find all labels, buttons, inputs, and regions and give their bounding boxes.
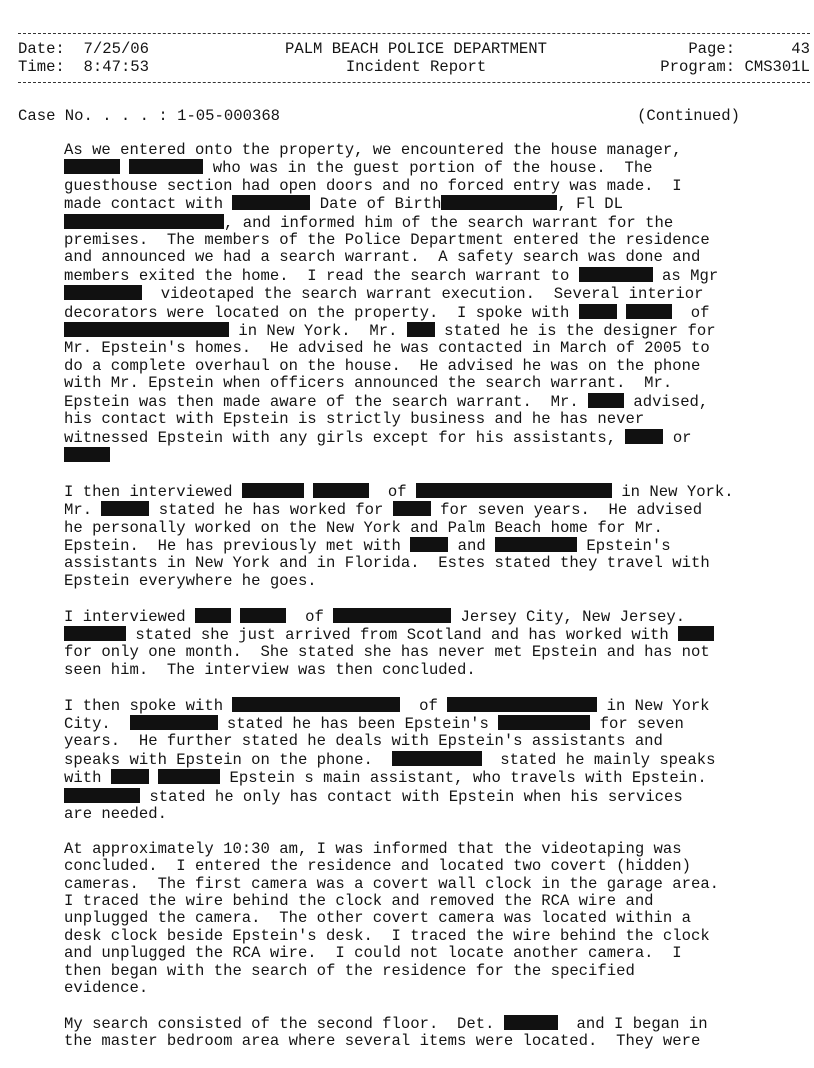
- narrative-text: for only one month. She stated she has never met Epstein and has not: [64, 643, 710, 662]
- redaction-box: [579, 267, 653, 282]
- narrative-text: of: [286, 607, 334, 626]
- narrative-text: desk clock beside Epstein's desk. I traced the wire behind the clock: [64, 926, 710, 945]
- narrative-text: stated she just arrived from Scotland and has worked with: [126, 625, 679, 644]
- narrative-text: stated he is the designer for: [434, 322, 716, 341]
- narrative-text: who was in the guest portion of the house. The: [203, 159, 653, 178]
- narrative-text: do a complete overhaul on the house. He advised he was on the phone: [64, 356, 701, 375]
- narrative-text: guesthouse section had open doors and no forced entry was made. I: [64, 176, 682, 195]
- narrative-text: Mr. Epstein's homes. He advised he was contacted in March of 2005 to: [64, 339, 710, 358]
- narrative-text: in New York. Mr.: [229, 322, 407, 341]
- narrative-text: [617, 304, 626, 322]
- narrative-text: stated he only has contact with Epstein when his services: [140, 787, 683, 806]
- narrative-text: Epstein s main assistant, who travels with Epstein.: [220, 769, 707, 788]
- narrative-text: of: [400, 696, 448, 715]
- narrative-text: members exited the home. I read the search warrant to: [64, 266, 579, 285]
- narrative-text: As we entered onto the property, we encountered the house manager,: [64, 141, 682, 159]
- narrative-text: advised,: [624, 392, 709, 411]
- narrative-text: with Mr. Epstein when officers announced the search warrant. Mr.: [64, 374, 673, 393]
- report-header: [18, 40, 810, 80]
- narrative-text: years. He further stated he deals with Epstein's assistants and: [64, 732, 663, 751]
- redaction-box: [625, 429, 663, 444]
- redaction-box: [626, 304, 672, 319]
- redaction-box: [64, 788, 140, 803]
- redaction-box: [441, 195, 557, 210]
- narrative-text: City.: [64, 714, 130, 733]
- narrative-text: assistants in New York and in Florida. Estes stated they travel with: [64, 554, 710, 573]
- redaction-box: [393, 501, 431, 516]
- date-time-block: [18, 40, 149, 76]
- narrative-text: in New York.: [611, 482, 734, 501]
- redaction-box: [232, 195, 310, 210]
- narrative-text: Epstein's: [577, 536, 671, 555]
- report-time: 8:47:53: [83, 58, 150, 76]
- narrative-paragraph: [64, 483, 799, 590]
- narrative-text: and: [448, 536, 496, 555]
- redaction-box: [232, 697, 400, 712]
- narrative-text: Epstein. He has previously met with: [64, 536, 411, 555]
- narrative-text: he personally worked on the New York and Palm Beach home for Mr.: [64, 518, 663, 537]
- time-label: Time:: [18, 58, 65, 76]
- redaction-box: [64, 447, 110, 462]
- report-date: 7/25/06: [83, 40, 150, 58]
- date-label: Date:: [18, 40, 65, 58]
- redaction-box: [130, 715, 218, 730]
- narrative-text: in New York: [597, 696, 710, 715]
- narrative-text: Mr.: [64, 501, 102, 520]
- redaction-box: [313, 483, 369, 498]
- narrative-text: stated he has worked for: [149, 501, 393, 520]
- page-number: 43: [791, 40, 810, 58]
- top-dashed-rule: [18, 33, 810, 34]
- narrative-text: Jersey City, New Jersey.: [451, 607, 686, 626]
- redaction-box: [416, 483, 612, 498]
- continued-status: (Continued): [637, 107, 740, 125]
- redaction-box: [678, 626, 714, 641]
- narrative-text: concluded. I entered the residence and located two covert (hidden): [64, 857, 691, 876]
- report-body: [64, 142, 799, 1068]
- narrative-text: and I began in: [557, 1014, 708, 1033]
- redaction-box: [64, 285, 142, 300]
- narrative-text: with: [64, 769, 111, 788]
- narrative-text: I interviewed: [64, 607, 196, 626]
- narrative-text: At approximately 10:30 am, I was informed that the videotaping was: [64, 839, 682, 858]
- narrative-text: Epstein everywhere he goes.: [64, 571, 317, 590]
- narrative-text: , and informed him of the search warrant for the: [224, 213, 674, 232]
- narrative-text: then began with the search of the residence for the specified: [64, 961, 635, 980]
- narrative-text: the master bedroom area where several items were located. They were: [64, 1032, 701, 1051]
- narrative-text: I then interviewed: [64, 482, 242, 501]
- narrative-text: are needed.: [64, 804, 167, 823]
- narrative-text: [120, 159, 129, 177]
- narrative-paragraph: [64, 608, 799, 680]
- redaction-box: [64, 322, 229, 337]
- redaction-box: [64, 159, 120, 174]
- department-name: PALM BEACH POLICE DEPARTMENT: [284, 40, 548, 58]
- narrative-text: Date of Birth: [310, 195, 442, 214]
- narrative-text: stated he mainly speaks: [481, 750, 716, 769]
- narrative-text: premises. The members of the Police Department entered the residence: [64, 231, 710, 250]
- narrative-text: of: [672, 303, 710, 322]
- narrative-text: or: [663, 428, 692, 447]
- narrative-text: I then spoke with: [64, 696, 233, 715]
- program-code: CMS301L: [744, 58, 810, 76]
- narrative-text: stated he has been Epstein's: [217, 714, 499, 733]
- redaction-box: [158, 769, 220, 784]
- narrative-text: and unplugged the RCA wire. I could not locate another camera. I: [64, 944, 682, 963]
- narrative-text: seen him. The interview was then concluded.: [64, 660, 476, 679]
- redaction-box: [195, 608, 231, 623]
- redaction-box: [333, 608, 451, 623]
- redaction-box: [129, 159, 203, 174]
- narrative-paragraph: [64, 841, 799, 998]
- case-line: [18, 107, 740, 125]
- narrative-text: speaks with Epstein on the phone.: [64, 750, 392, 769]
- case-number: 1-05-000368: [177, 107, 281, 125]
- narrative-text: I traced the wire behind the clock and removed the RCA wire and: [64, 892, 654, 910]
- narrative-text: [149, 769, 158, 787]
- narrative-text: witnessed Epstein with any girls except for his assistants,: [64, 428, 626, 447]
- narrative-paragraph: [64, 1015, 799, 1051]
- department-block: [266, 40, 566, 76]
- narrative-text: of: [369, 482, 416, 501]
- narrative-text: Epstein was then made aware of the search warrant. Mr.: [64, 392, 589, 411]
- narrative-text: [304, 483, 313, 501]
- narrative-text: cameras. The first camera was a covert wall clock in the garage area.: [64, 874, 720, 893]
- page-program-block: [660, 40, 810, 76]
- narrative-text: and announced we had a search warrant. A safety search was done and: [64, 248, 701, 267]
- program-label: Program:: [660, 58, 736, 76]
- redaction-box: [111, 769, 149, 784]
- redaction-box: [498, 715, 590, 730]
- narrative-text: unplugged the camera. The other covert camera was located within a: [64, 909, 691, 928]
- narrative-text: videotaped the search warrant execution. Several interior: [142, 285, 704, 304]
- redaction-box: [410, 537, 448, 552]
- redaction-box: [101, 501, 149, 516]
- narrative-text: for seven years. He advised: [430, 501, 703, 520]
- redaction-box: [588, 393, 624, 408]
- page-label: Page:: [688, 40, 736, 58]
- redaction-box: [392, 751, 482, 766]
- bottom-dashed-rule: [18, 82, 810, 83]
- redaction-box: [64, 214, 224, 229]
- narrative-text: evidence.: [64, 979, 149, 998]
- narrative-text: for seven: [590, 714, 684, 733]
- case-label: Case No. . . . :: [18, 107, 168, 125]
- redaction-box: [240, 608, 286, 623]
- redaction-box: [504, 1015, 558, 1030]
- narrative-paragraph: [64, 697, 799, 824]
- narrative-text: My search consisted of the second floor. Det.: [64, 1014, 504, 1033]
- redaction-box: [64, 626, 126, 641]
- redaction-box: [407, 322, 435, 337]
- narrative-text: made contact with: [64, 195, 233, 214]
- redaction-box: [579, 304, 617, 319]
- narrative-text: his contact with Epstein is strictly business and he has never: [64, 410, 645, 429]
- narrative-text: as Mgr: [652, 266, 719, 285]
- narrative-text: , Fl DL: [557, 195, 623, 214]
- narrative-text: decorators were located on the property. I spoke with: [64, 303, 579, 322]
- redaction-box: [242, 483, 304, 498]
- narrative-text: [231, 608, 240, 626]
- narrative-paragraph: [64, 142, 799, 465]
- redaction-box: [447, 697, 597, 712]
- report-title: Incident Report: [345, 58, 487, 76]
- redaction-box: [495, 537, 577, 552]
